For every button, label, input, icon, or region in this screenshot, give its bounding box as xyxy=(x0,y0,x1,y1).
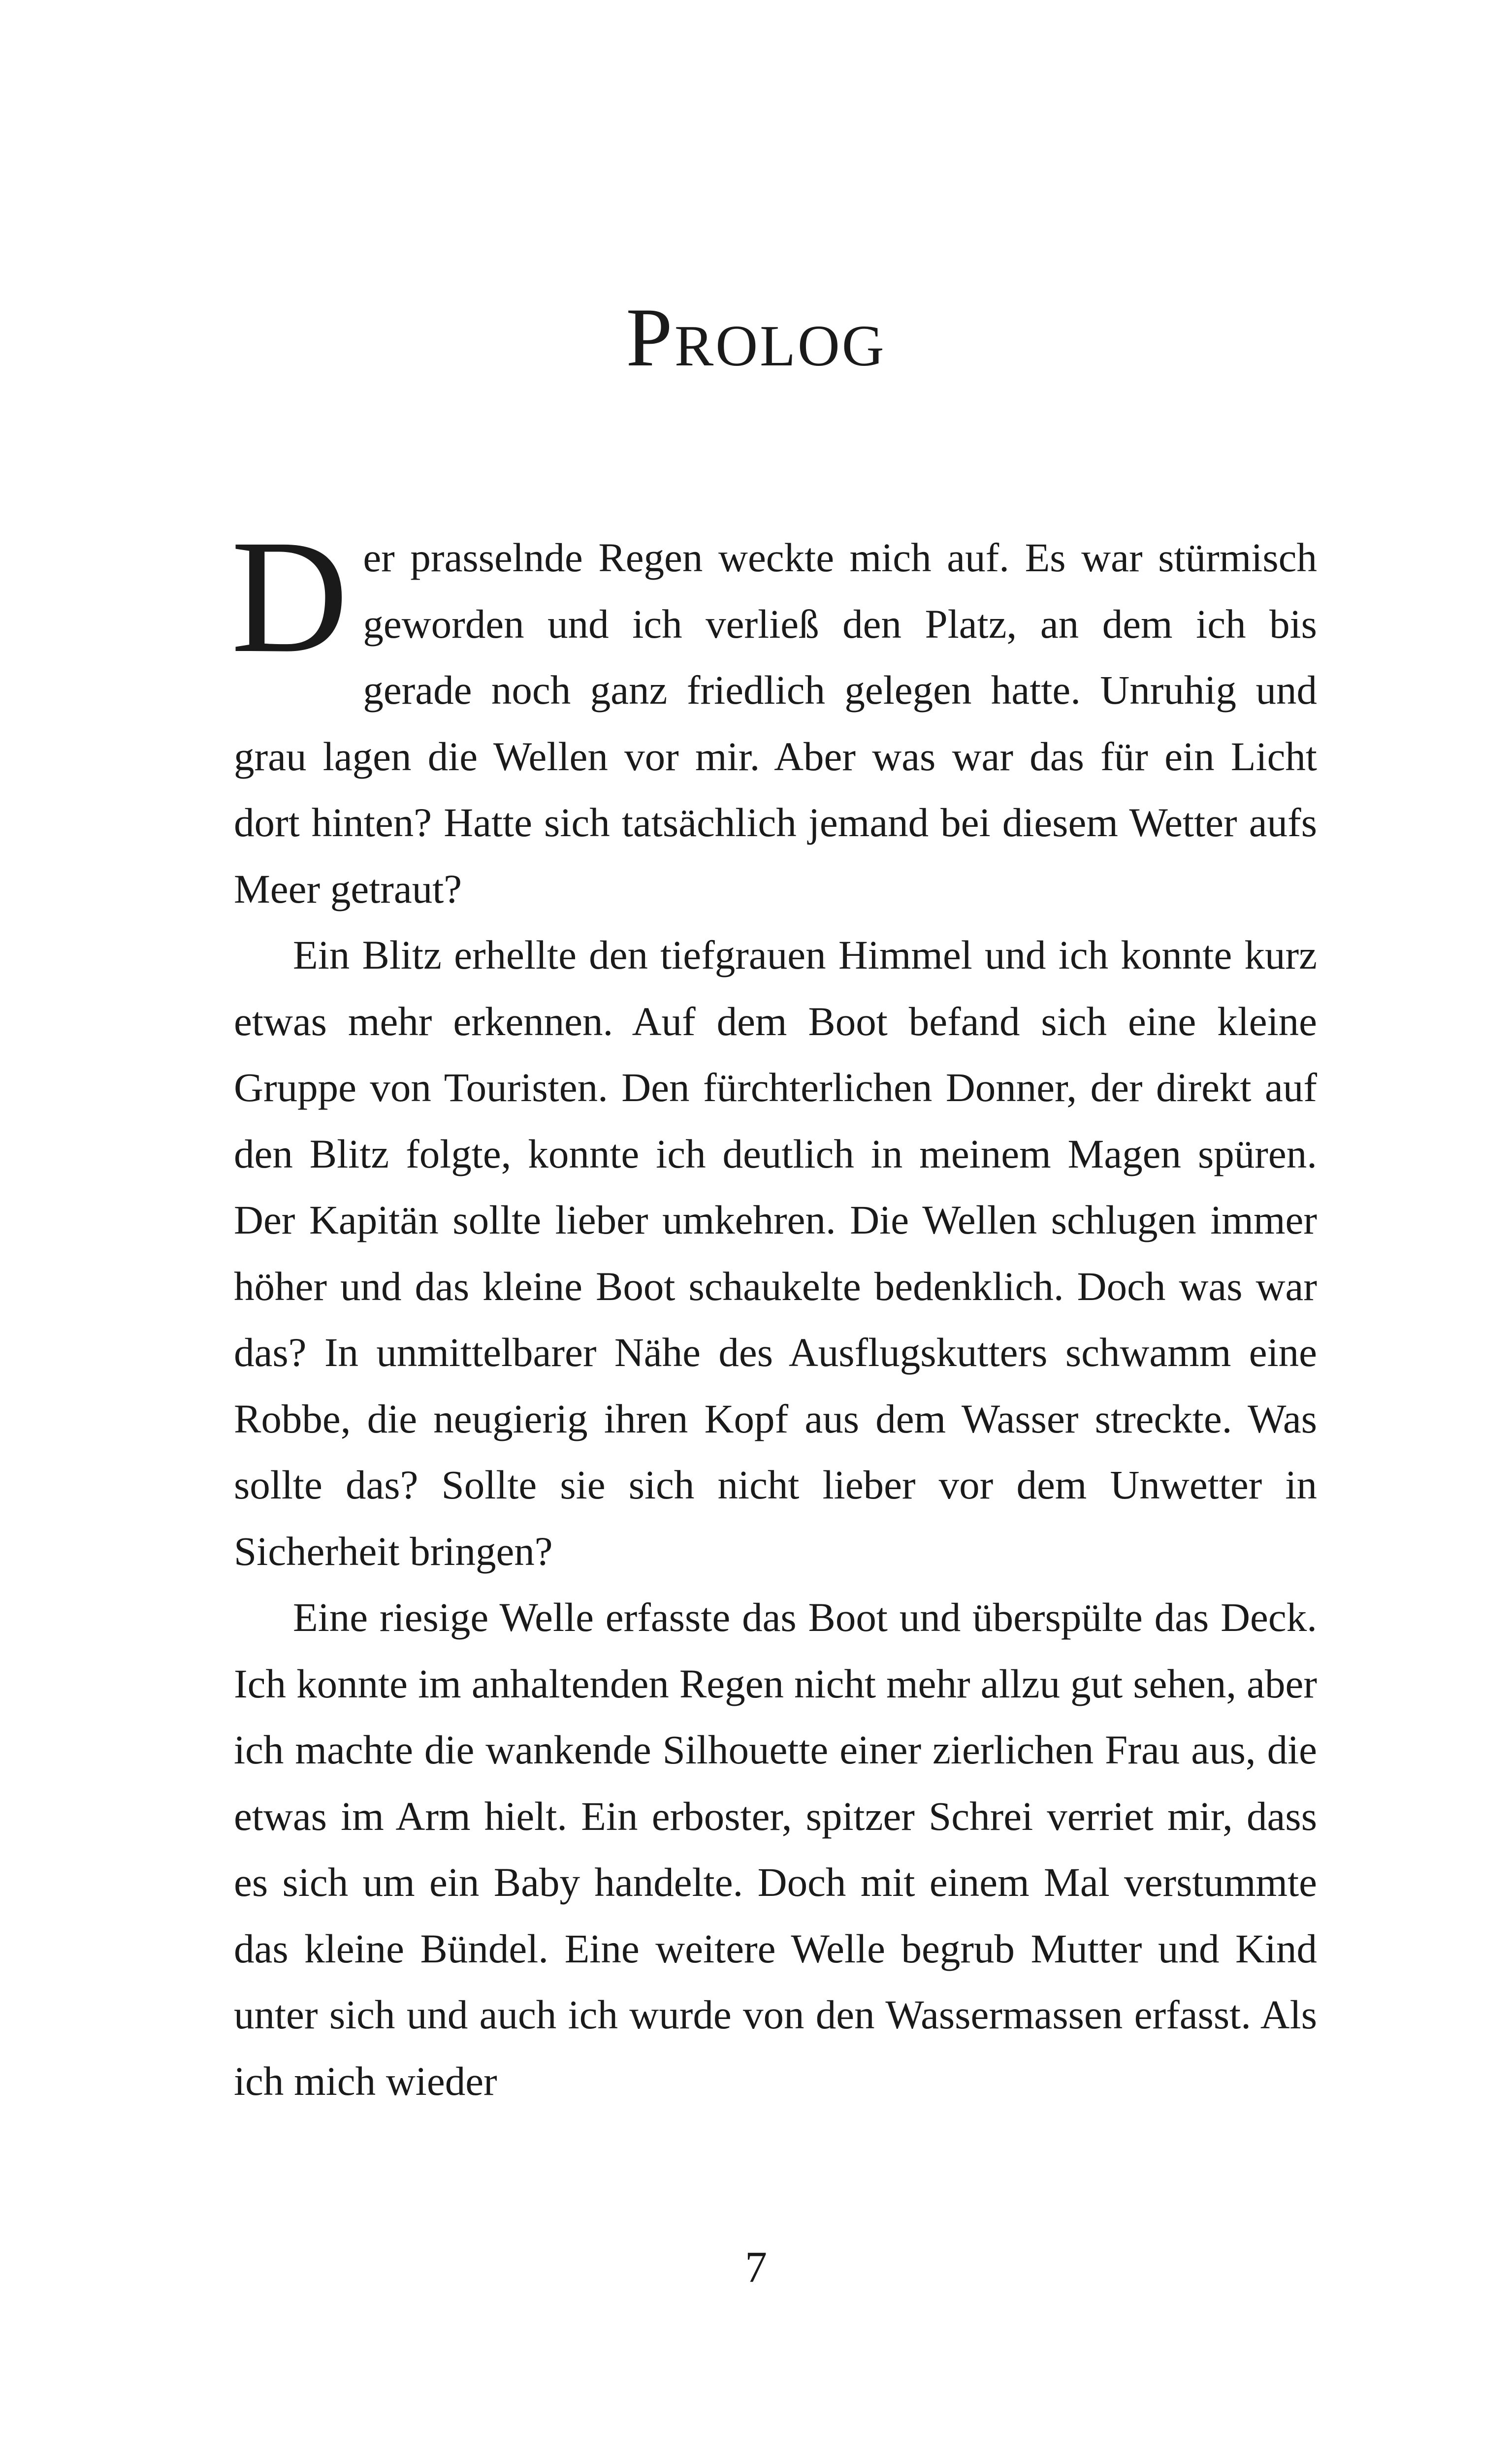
paragraph-1 xyxy=(231,507,1317,922)
paragraph-1-text: er prasselnde Regen weckte mich auf. Es war stürmisch geworden und ich verließ den Platz, an dem ich bis gerade noch ganz friedlich gelegen hatte. Unruhig und grau lagen die Wellen vor mir. Aber was war das für ein Licht dort hinten? Hatte sich tatsächlich jemand bei diesem Wetter aufs Meer getraut? xyxy=(234,535,1317,912)
page-number: 7 xyxy=(745,2243,767,2292)
paragraph-2: Ein Blitz erhellte den tiefgrauen Himmel und ich konnte kurz etwas mehr erkennen. Auf dem Boot befand sich eine kleine Gruppe von Touristen. Den fürchterlichen Donner, der direkt auf den Blitz folgte, konnte ich deutlich in meinem Magen spüren. Der Kapitän sollte lieber umkehren. Die Wellen schlugen immer höher und das kleine Boot schaukelte bedenklich. Doch was war das? In unmittelbarer Nähe des Ausflugskutters schwamm eine Robbe, die neugierig ihren Kopf aus dem Wasser streckte. Was sollte das? Sollte sie sich nicht lieber vor dem Unwetter in Sicherheit bringen? xyxy=(234,932,1317,1574)
paragraph-3: Eine riesige Welle erfasste das Boot und überspülte das Deck. Ich konnte im anhaltenden Regen nicht mehr allzu gut sehen, aber ich machte die wankende Silhouette einer zierlichen Frau aus, die etwas im Arm hielt. Ein erboster, spitzer Schrei verriet mir, dass es sich um ein Baby handelte. Doch mit einem Mal verstummte das kleine Bündel. Eine weitere Welle begrub Mutter und Kind unter sich und auch ich wurde von den Wassermassen erfasst. Als ich mich wieder xyxy=(234,1595,1317,2104)
chapter-title: Prolog xyxy=(626,291,886,384)
drop-cap: D xyxy=(231,507,349,686)
chapter-body xyxy=(231,507,1317,2114)
